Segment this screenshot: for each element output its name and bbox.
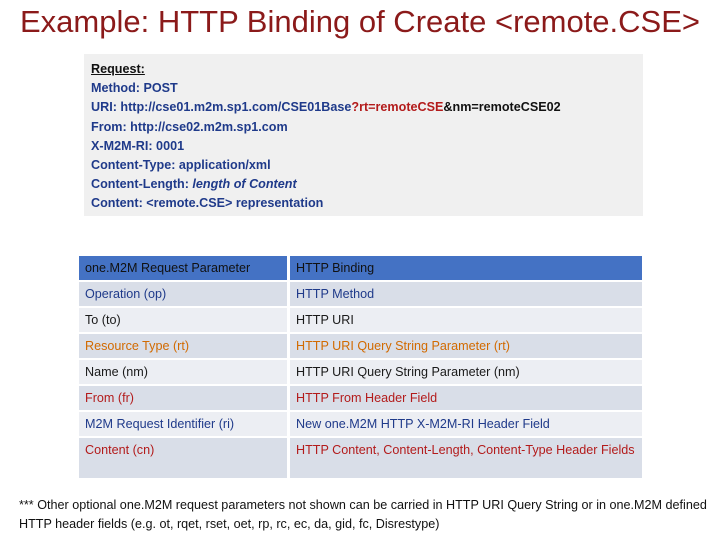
slide-title: Example: HTTP Binding of Create <remote.CSE> xyxy=(19,4,701,39)
table-cell: New one.M2M HTTP X-M2M-RI Header Field xyxy=(290,412,642,436)
table-cell: To (to) xyxy=(79,308,287,332)
footnote: *** Other optional one.M2M request parameters not shown can be carried in HTTP URI Query String or in one.M2M defined HTTP header fields (e.g. ot, rqet, rset, oet, rp, rc, ec, da, gid, fc, Disrestype) xyxy=(19,498,707,531)
parameter-binding-table xyxy=(79,254,642,480)
content-length-value: length of Content xyxy=(192,177,297,192)
request-method: Method: POST xyxy=(91,81,178,96)
table-row xyxy=(79,360,642,384)
table-cell: Name (nm) xyxy=(79,360,287,384)
table-header-row xyxy=(79,256,642,280)
table-cell: HTTP URI Query String Parameter (rt) xyxy=(290,334,642,358)
table-row xyxy=(79,438,642,478)
request-ri: X-M2M-RI: 0001 xyxy=(91,138,185,153)
table-cell: Content (cn) xyxy=(79,438,287,478)
table-cell: HTTP From Header Field xyxy=(290,386,642,410)
table-row xyxy=(79,334,642,358)
request-uri xyxy=(91,98,643,117)
request-content-type: Content-Type: application/xml xyxy=(91,158,271,173)
table-header-cell: HTTP Binding xyxy=(290,256,642,280)
uri-query-nm: &nm=remoteCSE02 xyxy=(443,100,561,115)
table-row xyxy=(79,308,642,332)
request-content: Content: <remote.CSE> representation xyxy=(91,196,324,211)
request-header: Request: xyxy=(91,62,145,76)
table-row xyxy=(79,412,642,436)
table-row xyxy=(79,282,642,306)
content-length-label: Content-Length: xyxy=(91,177,193,192)
table-cell: M2M Request Identifier (ri) xyxy=(79,412,287,436)
table-cell: HTTP Content, Content-Length, Content-Type Header Fields xyxy=(290,438,642,478)
request-content-length xyxy=(91,175,643,194)
table-cell: HTTP URI xyxy=(290,308,642,332)
table-cell: HTTP Method xyxy=(290,282,642,306)
request-example-box xyxy=(84,54,643,216)
table-cell: Resource Type (rt) xyxy=(79,334,287,358)
table-cell: HTTP URI Query String Parameter (nm) xyxy=(290,360,642,384)
table-header-cell: one.M2M Request Parameter xyxy=(79,256,287,280)
table-cell: From (fr) xyxy=(79,386,287,410)
uri-query-rt: ?rt=remoteCSE xyxy=(351,100,444,115)
request-from: From: http://cse02.m2m.sp1.com xyxy=(91,119,288,134)
table-row xyxy=(79,386,642,410)
uri-base: URI: http://cse01.m2m.sp1.com/CSE01Base xyxy=(91,100,352,115)
table-cell: Operation (op) xyxy=(79,282,287,306)
